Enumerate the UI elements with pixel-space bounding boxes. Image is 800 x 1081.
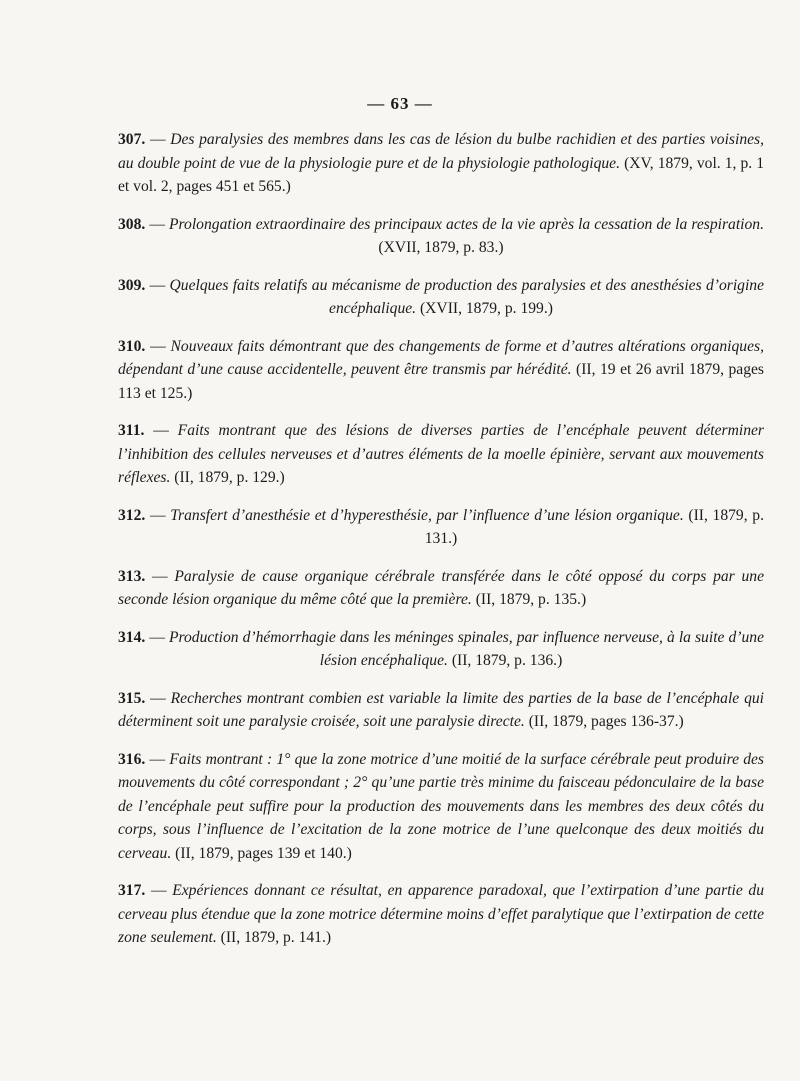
entry-dash: — [145,215,170,233]
entry-number: 312. [118,506,146,524]
entry-reference: (II, 1879, p. 129.) [170,469,285,486]
bibliography-list [118,128,764,950]
entry-dash: — [145,689,171,707]
entry-reference: (XVII, 1879, p. 83.) [378,239,504,256]
entry-dash: — [144,422,178,439]
entry-reference: (II, 1879, pages 139 et 140.) [171,844,352,862]
entry-number: 307. [118,131,146,148]
entry-316 [118,748,764,866]
entry-reference: (II, 19 et 26 avril 1879, pages 113 et 125.) [118,361,764,402]
entry-312 [118,504,764,551]
entry-number: 316. [118,750,146,768]
entry-dash: — [145,276,170,294]
entry-number: 315. [118,689,146,707]
entry-title: Expériences donnant ce résultat, en apparence paradoxal, que l’extirpation d’une partie du cerveau plus étendue que la zone motrice détermine moins d’effet paralytique que l’extirpation de cette zone seulement. [118,882,764,946]
entry-dash: — [145,337,171,355]
entry-title: Quelques faits relatifs au mécanisme de production des paralysies et des anesthésies d’origine encéphalique. [169,276,765,317]
entry-reference: (XVII, 1879, p. 199.) [416,300,553,317]
entry-title: Faits montrant : 1° que la zone motrice d’une moitié de la surface cérébrale peut produire des mouvements du côté correspondant ; 2° qu’une partie très minime du faisceau pédonculaire de la base de l’encéphale peut suffire pour la production des mouvements dans les membres des deux côtés du corps, sous l’influence de l’excitation de la zone motrice de l’une quelconque des deux moitiés du cerveau. [118,750,764,862]
entry-310 [118,335,764,406]
entry-title: Recherches montrant combien est variable la limite des parties de la base de l’encéphale qui déterminent soit une paralysie croisée, soit une paralysie directe. [118,689,764,730]
entry-number: 314. [118,628,146,646]
page-number: — 63 — [367,94,433,113]
entry-311 [118,419,764,490]
entry-title: Des paralysies des membres dans les cas de lésion du bulbe rachidien et des parties voisines, au double point de vue de la physiologie pure et de la physiologie pathologique. [118,131,765,172]
entry-number: 313. [118,567,146,585]
entry-309 [118,274,764,321]
entry-reference: (II, 1879, p. 136.) [447,652,563,669]
entry-title: Production d’hémorrhagie dans les méninges spinales, par influence nerveuse, à la suite d’une lésion encéphalique. [168,628,764,669]
entry-dash: — [145,882,173,899]
entry-reference: (II, 1879, p. 141.) [216,929,332,946]
entry-number: 310. [118,337,146,355]
entry-title: Transfert d’anesthésie et d’hyperesthésie, par l’influence d’une lésion organique. [170,506,684,524]
entry-title: Paralysie de cause organique cérébrale transférée dans le côté opposé du corps par une seconde lésion organique du même côté que la première. [118,567,765,608]
entry-title: Nouveaux faits démontrant que des changements de forme et d’autres altérations organiques, dépendant d’une cause accidentelle, peuvent être transmis par hérédité. [118,337,764,378]
entry-317 [118,879,764,950]
entry-number: 311. [118,422,145,439]
entry-dash: — [145,131,171,148]
entry-title: Faits montrant que des lésions de diverses parties de l’encéphale peuvent déterminer l’inhibition des cellules nerveuses et d’autres éléments de la moelle épinière, servant aux mouvements réflexes. [118,422,765,486]
entry-307 [118,128,764,199]
entry-314 [118,626,764,673]
entry-title: Prolongation extraordinaire des principaux actes de la vie après la cessation de la respiration. [169,215,764,233]
entry-number: 317. [118,882,146,899]
entry-reference: (II, 1879, p. 135.) [471,591,587,608]
entry-313 [118,565,764,612]
entry-dash: — [145,628,169,646]
entry-dash: — [145,750,170,768]
entry-315 [118,687,764,734]
entry-number: 309. [118,276,146,294]
entry-reference: (II, 1879, p. 131.) [424,506,764,547]
entry-308 [118,213,764,260]
entry-dash: — [145,506,171,524]
entry-reference: (II, 1879, pages 136-37.) [524,713,684,730]
entry-dash: — [145,567,175,585]
entry-reference: (XV, 1879, vol. 1, p. 1 et vol. 2, pages 451 et 565.) [118,154,765,195]
entry-number: 308. [118,215,146,233]
